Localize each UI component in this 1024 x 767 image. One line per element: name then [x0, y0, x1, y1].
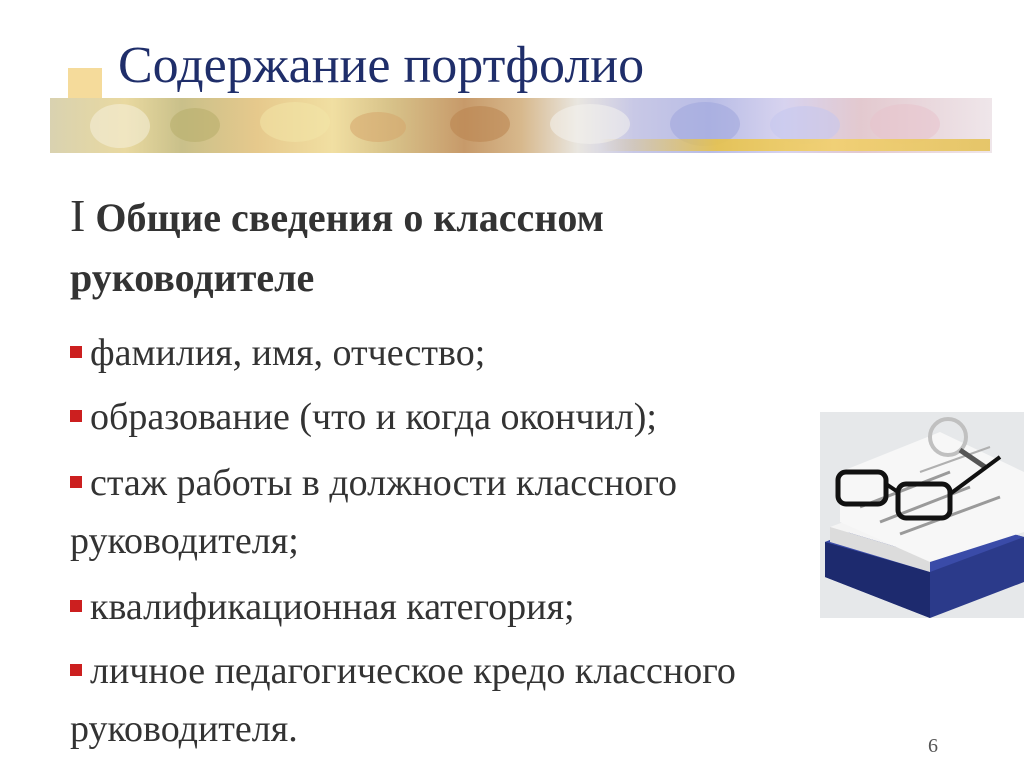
list-item: [70, 454, 815, 570]
list-item: [70, 578, 830, 636]
list-item-text: личное педагогическое кредо классного руководителя.: [70, 650, 736, 750]
books-with-glasses-icon: [820, 412, 1024, 618]
books-with-glasses-image: [820, 412, 1024, 618]
bullet-icon: [70, 600, 82, 612]
page-number: 6: [928, 735, 938, 757]
list-item-text: квалификационная категория;: [90, 586, 575, 628]
list-item-text: образование (что и когда окончил);: [90, 396, 657, 438]
list-item-text: фамилия, имя, отчество;: [90, 332, 486, 374]
bullet-icon: [70, 664, 82, 676]
decorative-banner-accent: [600, 139, 990, 151]
list-item: [70, 324, 830, 382]
bullet-icon: [70, 410, 82, 422]
section-number: I: [70, 190, 86, 241]
list-item: [70, 642, 900, 758]
slide-title: Содержание портфолио: [118, 37, 645, 94]
section-heading-text: Общие сведения о классном руководителе: [70, 195, 604, 300]
list-item: [70, 388, 830, 446]
section-heading: [70, 186, 830, 308]
bullet-icon: [70, 476, 82, 488]
list-item-text: стаж работы в должности классного руководителя;: [70, 462, 677, 562]
bullet-icon: [70, 346, 82, 358]
